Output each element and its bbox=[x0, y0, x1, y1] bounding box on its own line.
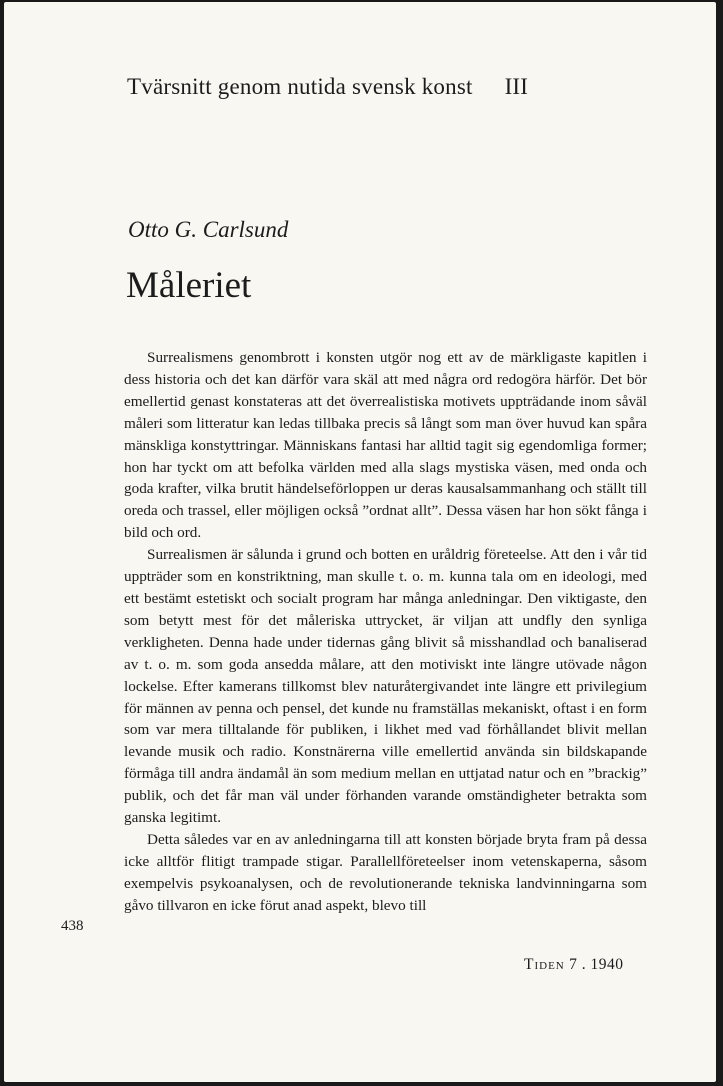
article-title: Måleriet bbox=[126, 265, 252, 306]
paragraph: Surrealismens genombrott i konsten utgör nog ett av de märkligaste kapitlen i dess historia och det kan därför vara skäl att med några ord redogöra härför. Det bör emellertid genast konstateras att det överrealistiska motivets uppträdande inom såväl måleri som litteratur kan ledas tillbaka precis så långt som man över huvud kan spåra mänskliga konstyttringar. Människans fantasi har alltid tagit sig egendomliga former; hon har tyckt om att befolka världen med alla slags mystiska väsen, med onda och goda krafter, vilka brutit händelseförloppen ur deras kausalsammanhang och ställt till oreda och trassel, eller möjligen också ”ordnat allt”. Dessa väsen har hon sökt fånga i bild och ord. bbox=[124, 349, 647, 542]
article-body bbox=[124, 347, 647, 917]
running-head-title: Tvärsnitt genom nutida svensk konst bbox=[127, 74, 473, 99]
running-head bbox=[127, 74, 528, 100]
article-author: Otto G. Carlsund bbox=[128, 217, 289, 242]
journal-issue: 7 . 1940 bbox=[569, 956, 624, 973]
document-page bbox=[4, 2, 716, 1082]
journal-name: Tiden bbox=[524, 956, 565, 973]
paragraph: Surrealismen är sålunda i grund och botten en uråldrig företeelse. Att den i vår tid uppträder som en konstriktning, man skulle t. o. m. kunna tala om en ideologi, med ett bestämt estetiskt och socialt program har många anledningar. Den viktigaste, den som betytt mest för det måleriska uttrycket, är viljan att undfly den synliga verkligheten. Denna hade under tidernas gång blivit så misshandlad och banaliserad av t. o. m. som goda ansedda målare, att den motiviskt inte längre utövade någon lockelse. Efter kamerans tillkomst blev naturåtergivandet inte längre ett privilegium för männen av penna och pensel, det kunde nu framställas mekaniskt, oftast i en form som var mera tilltalande för publiken, i likhet med vad förhållandet blivit mellan levande musik och radio. Konstnärerna ville emellertid använda sin bildskapande förmåga till andra ändamål än som medium mellan en uttjatad natur och en ”brackig” publik, och det får man väl under förhanden varande omständigheter betrakta som ganska legitimt. bbox=[124, 546, 647, 827]
running-head-series: III bbox=[504, 74, 529, 99]
paragraph: Detta således var en av anledningarna till att konsten började bryta fram på dessa icke alltför flitigt trampade stigar. Parallellföreteelser inom vetenskaperna, såsom exempelvis psykoanalysen, och de revolutionerande tekniska landvinningarna som gåvo tillvaron en icke förut anad aspekt, blevo till bbox=[124, 830, 647, 914]
journal-footer bbox=[524, 956, 624, 974]
page-number: 438 bbox=[61, 918, 84, 934]
